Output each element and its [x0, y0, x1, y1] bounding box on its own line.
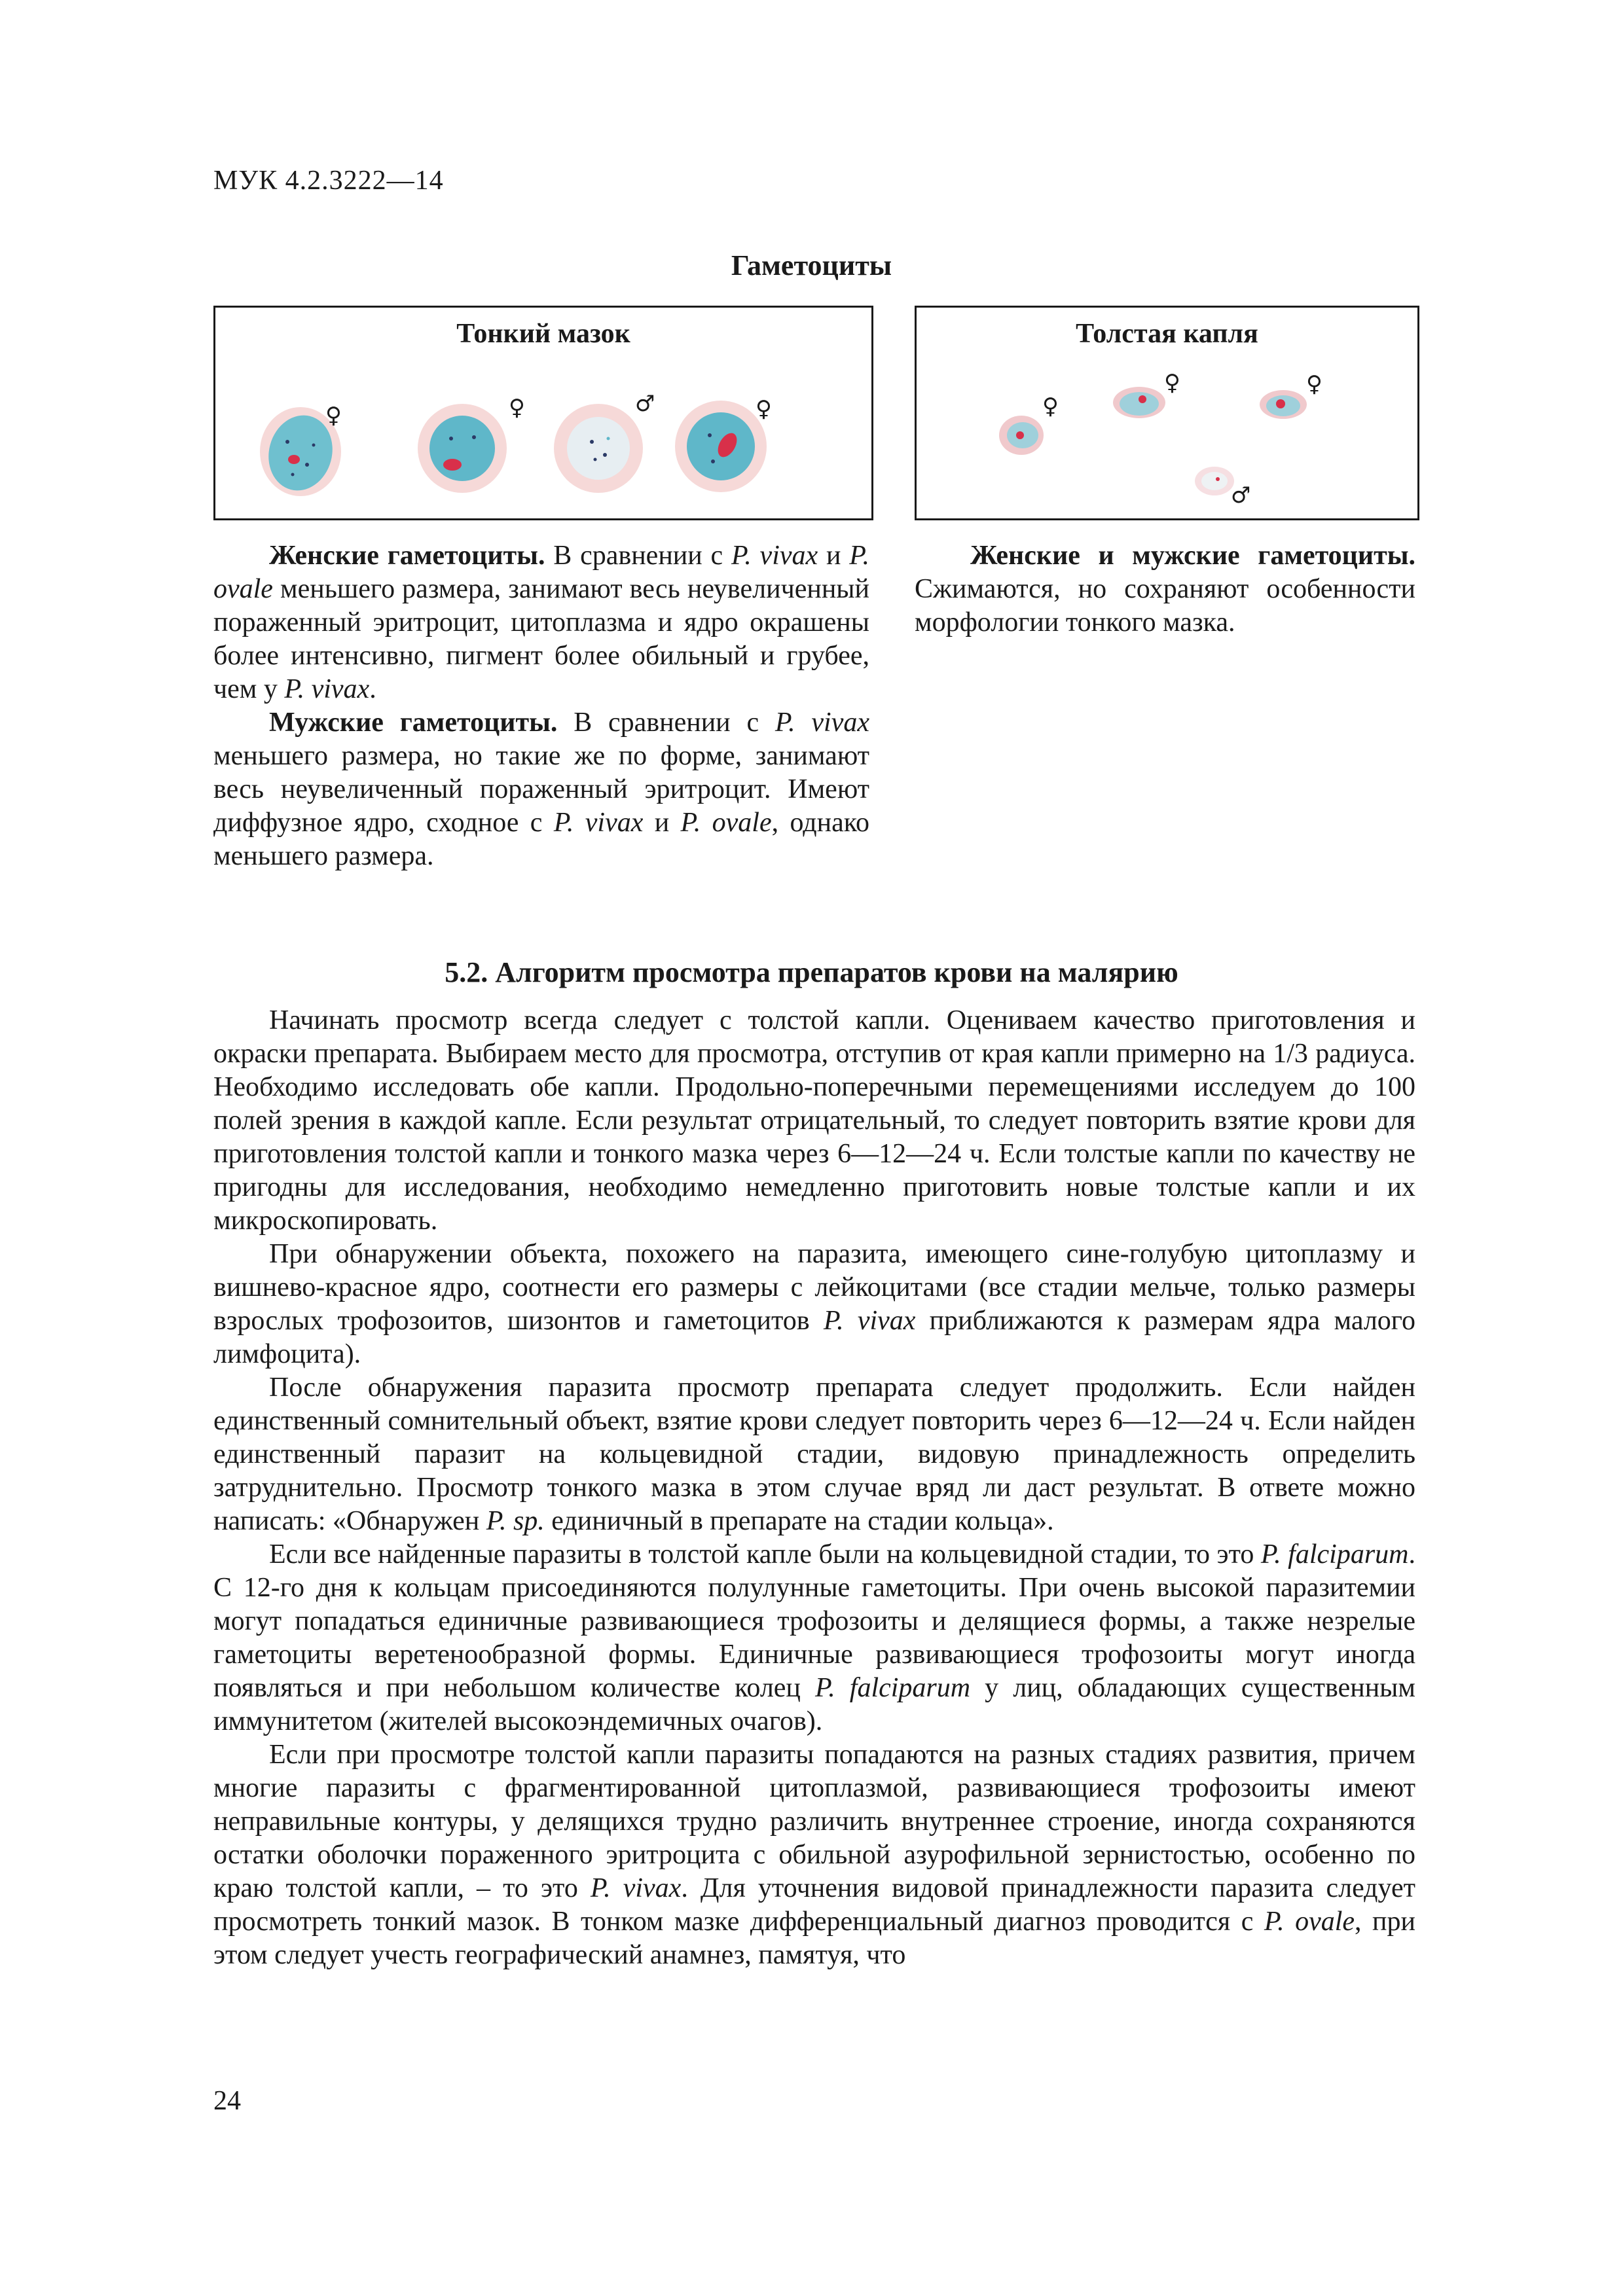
- text: Начинать просмотр всегда следует с толстой капли. Оцениваем качество приготовления и окраски препарата. Выбираем место для просмотра, отступив от края капли примерно на: [213, 1005, 1415, 1069]
- page-number: 24: [213, 2086, 241, 2116]
- term: Женские и мужские гаметоциты.: [970, 541, 1415, 571]
- fraction: 1/3: [1273, 1039, 1308, 1069]
- paragraph: [213, 539, 869, 706]
- section-title: Гаметоциты: [731, 249, 892, 281]
- species: P. vivax: [775, 708, 869, 738]
- female-symbol: ♀: [1042, 393, 1059, 420]
- text: .: [369, 674, 376, 704]
- species: P. ovale: [213, 541, 869, 604]
- paragraph: [213, 1238, 1415, 1371]
- female-symbol: ♀: [756, 396, 772, 422]
- text: В сравнении с: [545, 541, 731, 571]
- paragraph: [213, 1738, 1415, 1972]
- text: единичный в препарате на стадии кольца».: [544, 1506, 1054, 1536]
- gametocyte-cell: [1113, 387, 1165, 418]
- text: , при этом следует учесть географический анамнез, памятуя, что: [213, 1907, 1415, 1970]
- female-symbol: ♀: [509, 395, 525, 421]
- gametocyte-cell: [999, 416, 1044, 455]
- text: Если все найденные паразиты в толстой капле были на кольцевидной стадии, то это: [269, 1539, 1261, 1570]
- species: P. falciparum: [1260, 1539, 1409, 1570]
- species: P. ovale: [680, 808, 772, 838]
- species: P. vivax: [284, 674, 370, 704]
- body-text: [213, 1004, 1415, 1972]
- gametocyte-cell: [418, 404, 507, 493]
- species: P. vivax: [823, 1306, 916, 1336]
- text: , однако меньшего размера.: [213, 808, 869, 871]
- species: P. sp.: [486, 1506, 545, 1536]
- male-symbol: ♂: [635, 391, 655, 417]
- gametocyte-cell: [1260, 390, 1307, 419]
- species: P. vivax: [731, 541, 818, 571]
- paragraph: [213, 1004, 1415, 1238]
- paragraph: [213, 706, 869, 873]
- thin-smear-illustration: [215, 308, 871, 518]
- text: Сжимаются, но сохраняют особенности морфологии тонкого мазка.: [915, 574, 1415, 637]
- page-header: МУК 4.2.3222—14: [213, 166, 444, 196]
- left-column-text: [213, 539, 869, 873]
- text: Если при просмотре толстой капли паразиты попадаются на разных стадиях развития, причем многие паразиты с фрагментированной цитоплазмой, развивающиеся трофозоиты имеют неправильные контуры, у делящихся трудно различить внутреннее строение, иногда сохраняются остатки оболочки пораженного эритроцита с обильной азурофильной зернистостью, особенно по краю толстой капли, – то это: [213, 1740, 1415, 1903]
- subsection-title: 5.2. Алгоритм просмотра препаратов крови на малярию: [445, 956, 1178, 988]
- text: меньшего размера, но такие же по форме, занимают весь неувеличенный пораженный эритроцит. Имеют диффузное ядро, сходное с: [213, 741, 869, 838]
- species: P. falciparum: [814, 1673, 971, 1703]
- text: меньшего размера, занимают весь неувеличенный пораженный эритроцит, цитоплазма и ядро окрашены более интенсивно, пигмент более обильный и грубее, чем у: [213, 574, 869, 704]
- text: радиуса. Необходимо исследовать обе капли. Продольно-поперечными перемещениями исследуем до 100 полей зрения в каждой капле. Если результат отрицательный, то следует повторить взятие крови для приготовления толстой капли и тонкого мазка через 6—12—24 ч. Если толстые капли по качеству не пригодны для исследования, необходимо немедленно приготовить новые толстые капли и их микроскопировать.: [213, 1039, 1415, 1236]
- female-symbol: ♀: [1164, 370, 1180, 396]
- paragraph: [213, 1371, 1415, 1538]
- term: Женские гаметоциты.: [269, 541, 545, 571]
- gametocyte-cell: [1195, 467, 1234, 495]
- text: . Для уточнения видовой принадлежности паразита следует просмотреть тонкий мазок. В тонком мазке дифференциальный диагноз проводится с: [213, 1873, 1415, 1937]
- text: приближаются к размерам ядра малого лимфоцита).: [213, 1306, 1415, 1369]
- female-symbol: ♀: [325, 403, 342, 429]
- text: В сравнении с: [557, 708, 775, 738]
- text: После обнаружения паразита просмотр препарата следует продолжить. Если найден единственный сомнительный объект, взятие крови следует повторить через 6—12—24 ч. Если найден единственный паразит на кольцевидной стадии, видовую принадлежность определить затруднительно. Просмотр тонкого мазка в этом случае вряд ли даст результат. В ответе можно написать: «Обнаружен: [213, 1372, 1415, 1536]
- right-column-text: [915, 539, 1415, 639]
- species: P. ovale: [1264, 1907, 1355, 1937]
- thick-drop-illustration: [917, 308, 1417, 518]
- figure-thick-drop: [915, 306, 1419, 520]
- figure-title: Толстая капля: [1076, 319, 1258, 349]
- text: и: [643, 808, 681, 838]
- term: Мужские гаметоциты.: [269, 708, 558, 738]
- figure-thin-smear: [213, 306, 873, 520]
- species: P. vivax: [553, 808, 644, 838]
- gametocyte-cell: [675, 401, 767, 492]
- paragraph: [213, 1538, 1415, 1738]
- text: у лиц, обладающих существенным иммунитетом (жителей высокоэндемичных очагов).: [213, 1673, 1415, 1736]
- text: и: [818, 541, 850, 571]
- paragraph: [915, 539, 1415, 639]
- male-symbol: ♂: [1231, 482, 1251, 509]
- figure-title: Тонкий мазок: [456, 319, 630, 349]
- female-symbol: ♀: [1306, 371, 1322, 397]
- text: При обнаружении объекта, похожего на паразита, имеющего сине-голубую цитоплазму и вишнево-красное ядро, соотнести его размеры с лейкоцитами (все стадии мельче, только размеры взрослых трофозоитов, шизонтов и гаметоцитов: [213, 1239, 1415, 1336]
- text: . С 12-го дня к кольцам присоединяются полулунные гаметоциты. При очень высокой паразитемии могут попадаться единичные развивающиеся трофозоиты и делящиеся формы, а также незрелые гаметоциты веретенообразной формы. Единичные развивающиеся трофозоиты могут иногда появляться и при небольшом количестве колец: [213, 1539, 1415, 1703]
- species: P. vivax: [590, 1873, 682, 1903]
- gametocyte-cell: [554, 404, 643, 493]
